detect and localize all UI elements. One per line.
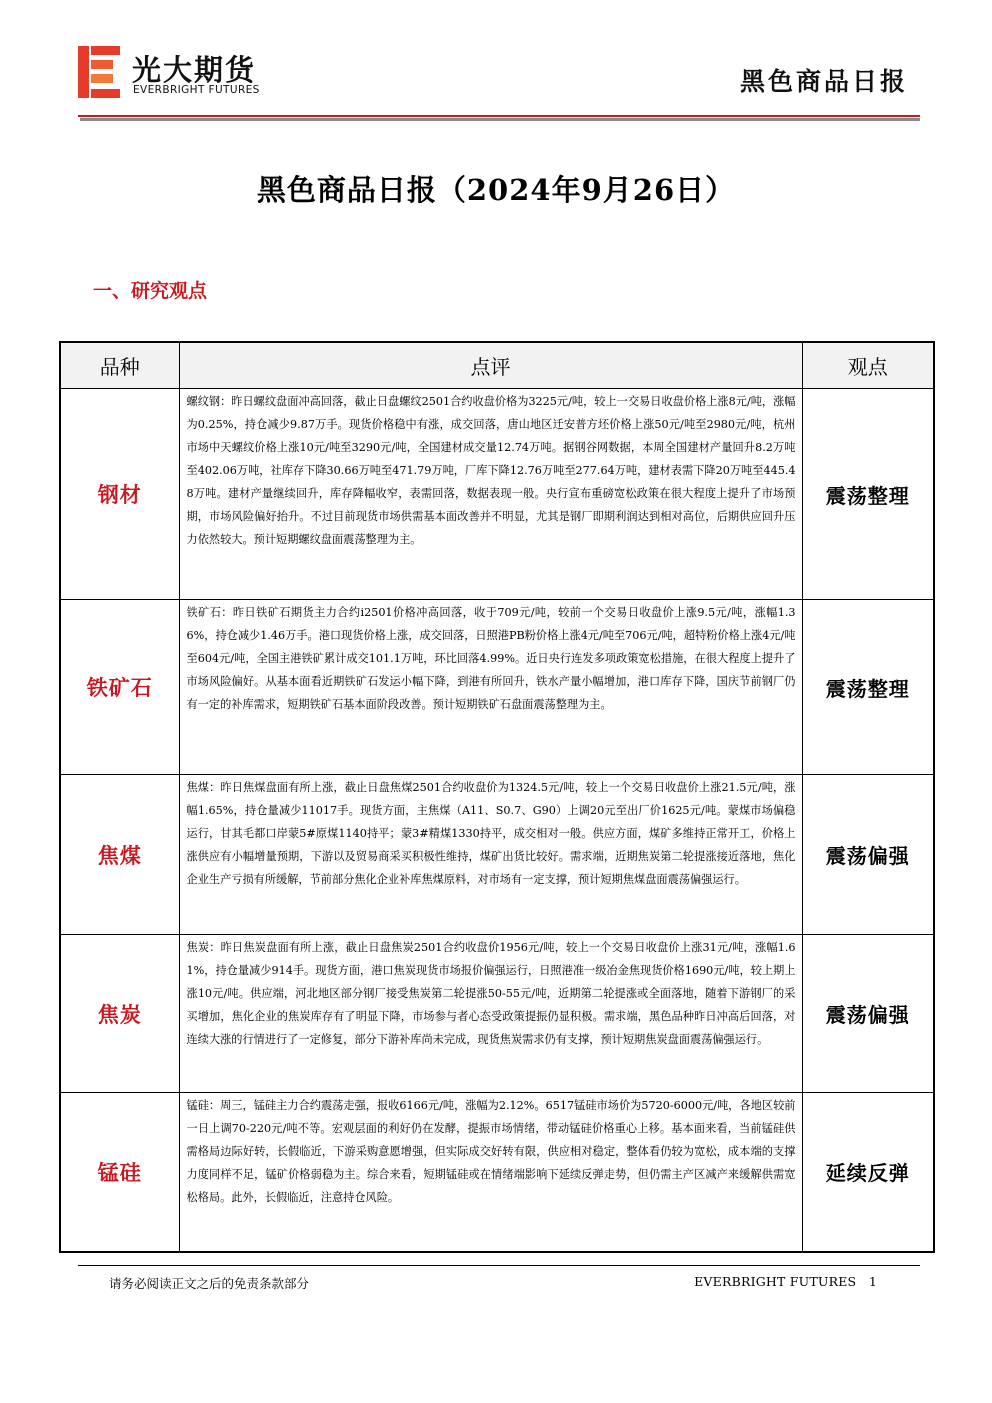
row-view: 震荡偏强 bbox=[802, 935, 934, 1093]
row-commentary: 焦煤：昨日焦煤盘面有所上涨，截止日盘焦煤2501合约收盘价为1324.5元/吨，较上一个交易日收盘价上涨21.5元/吨，涨幅1.65%，持仓量减少11017手。现货方面，主焦煤（A11、S0.7、G90）上调20元至出厂价1625元/吨。蒙煤市场偏稳运行，甘其毛都口岸蒙5#原煤1140持平；蒙3#精煤1330持平，成交相对一般。供应方面，煤矿多维持正常开工，价格上涨供应有小幅增量预期，下游以及贸易商采买积极性维持，煤矿出货比较好。需求端，近期焦炭第二轮提涨接近落地，焦化企业生产亏损有所缓解，节前部分焦化企业补库焦煤原料，对市场有一定支撑，预计短期焦煤盘面震荡偏强运行。 bbox=[179, 775, 802, 935]
row-commentary: 铁矿石：昨日铁矿石期货主力合约i2501价格冲高回落，收于709元/吨，较前一个交易日收盘价上涨9.5元/吨，涨幅1.36%，持仓减少1.46万手。港口现货价格上涨，成交回落，日照港PB粉价格上涨4元/吨至706元/吨，超特粉价格上涨4元/吨至604元/吨，全国主港铁矿累计成交101.1万吨，环比回落4.99%。近日央行连发多项政策宽松措施，在很大程度上提升了市场风险偏好。从基本面看近期铁矿石发运小幅下降，到港有所回升，铁水产量小幅增加，港口库存下降，国庆节前钢厂仍有一定的补库需求，短期铁矿石基本面阶段改善。预计短期铁矿石盘面震荡整理为主。 bbox=[179, 600, 802, 775]
row-view: 震荡整理 bbox=[802, 600, 934, 775]
table-row bbox=[60, 600, 934, 775]
everbright-logo-icon bbox=[78, 46, 122, 98]
company-logo bbox=[78, 46, 288, 102]
table-row bbox=[60, 1093, 934, 1252]
row-category: 钢材 bbox=[60, 389, 179, 600]
page-number: 1 bbox=[868, 1274, 877, 1289]
page-header bbox=[78, 40, 920, 120]
section-title: 一、研究观点 bbox=[93, 280, 208, 302]
table-header-row bbox=[60, 342, 934, 389]
row-commentary: 螺纹钢：昨日螺纹盘面冲高回落，截止日盘螺纹2501合约收盘价格为3225元/吨，较上一交易日收盘价格上涨8元/吨，涨幅为0.25%，持仓减少9.87万手。现货价格稳中有涨，成交回落，唐山地区迁安普方坯价格上涨50元/吨至2980元/吨，杭州市场中天螺纹价格上涨10元/吨至3290元/吨，全国建材成交量12.74万吨。据钢谷网数据，本周全国建材产量回升8.2万吨至402.06万吨，社库存下降30.66万吨至471.79万吨，厂库下降12.76万吨至277.64万吨，建材表需下降20万吨至445.48万吨。建材产量继续回升，库存降幅收窄，表需回落，数据表现一般。央行宣布重磅宽松政策在很大程度上提升了市场预期，市场风险偏好抬升。不过目前现货市场供需基本面改善并不明显，尤其是钢厂即期利润达到相对高位，后期供应回升压力依然较大。预计短期螺纹盘面震荡整理为主。 bbox=[179, 389, 802, 600]
column-header-comment: 点评 bbox=[179, 342, 802, 389]
row-view: 延续反弹 bbox=[802, 1093, 934, 1252]
column-header-variety: 品种 bbox=[60, 342, 179, 389]
logo-english-name: EVERBRIGHT FUTURES bbox=[133, 84, 260, 96]
footer-divider bbox=[78, 1265, 920, 1266]
header-divider bbox=[78, 115, 920, 117]
footer-brand: EVERBRIGHT FUTURES bbox=[694, 1274, 857, 1289]
column-header-view: 观点 bbox=[802, 342, 934, 389]
row-category: 焦炭 bbox=[60, 935, 179, 1093]
row-category: 铁矿石 bbox=[60, 600, 179, 775]
document-title: 黑色商品日报（2024年9月26日） bbox=[256, 173, 736, 207]
table-row bbox=[60, 935, 934, 1093]
row-view: 震荡偏强 bbox=[802, 775, 934, 935]
table-row bbox=[60, 775, 934, 935]
footer-disclaimer: 请务必阅读正文之后的免责条款部分 bbox=[109, 1276, 310, 1291]
logo-chinese-name: 光大期货 bbox=[132, 53, 257, 87]
row-commentary: 锰硅：周三，锰硅主力合约震荡走强，报收6166元/吨，涨幅为2.12%。6517锰硅市场价为5720-6000元/吨，各地区较前一日上调70-220元/吨不等。宏观层面的利好仍在发酵，提振市场情绪，带动锰硅价格重心上移。基本面来看，当前锰硅供需格局边际好转，长假临近，下游采购意愿增强，但实际成交好转有限，供应相对稳定，整体看仍较为宽松，成本端的支撑力度同样不足，锰矿价格弱稳为主。综合来看，短期锰硅或在情绪端影响下延续反弹走势，但仍需主产区减产来缓解供需宽松格局。此外，长假临近，注意持仓风险。 bbox=[179, 1093, 802, 1252]
table-row bbox=[60, 389, 934, 600]
row-view: 震荡整理 bbox=[802, 389, 934, 600]
row-category: 焦煤 bbox=[60, 775, 179, 935]
footer-brand-page bbox=[694, 1274, 877, 1289]
research-table bbox=[59, 341, 935, 1253]
header-divider-shadow bbox=[80, 118, 920, 121]
row-commentary: 焦炭：昨日焦炭盘面有所上涨，截止日盘焦炭2501合约收盘价1956元/吨，较上一个交易日收盘价上涨31元/吨，涨幅1.61%，持仓量减少914手。现货方面，港口焦炭现货市场报价偏强运行，日照港准一级冶金焦现货价格1690元/吨，较上期上涨10元/吨。供应端，河北地区部分钢厂接受焦炭第二轮提涨50-55元/吨，近期第二轮提涨或全面落地，随着下游钢厂的采买增加，焦化企业的焦炭库存有了明显下降，市场参与者心态受政策提振仍显积极。需求端，黑色品种昨日冲高后回落，对连续大涨的行情进行了一定修复，部分下游补库尚未完成，现货焦炭需求仍有支撑，预计短期焦炭盘面震荡偏强运行。 bbox=[179, 935, 802, 1093]
row-category: 锰硅 bbox=[60, 1093, 179, 1252]
report-name: 黑色商品日报 bbox=[739, 67, 908, 96]
